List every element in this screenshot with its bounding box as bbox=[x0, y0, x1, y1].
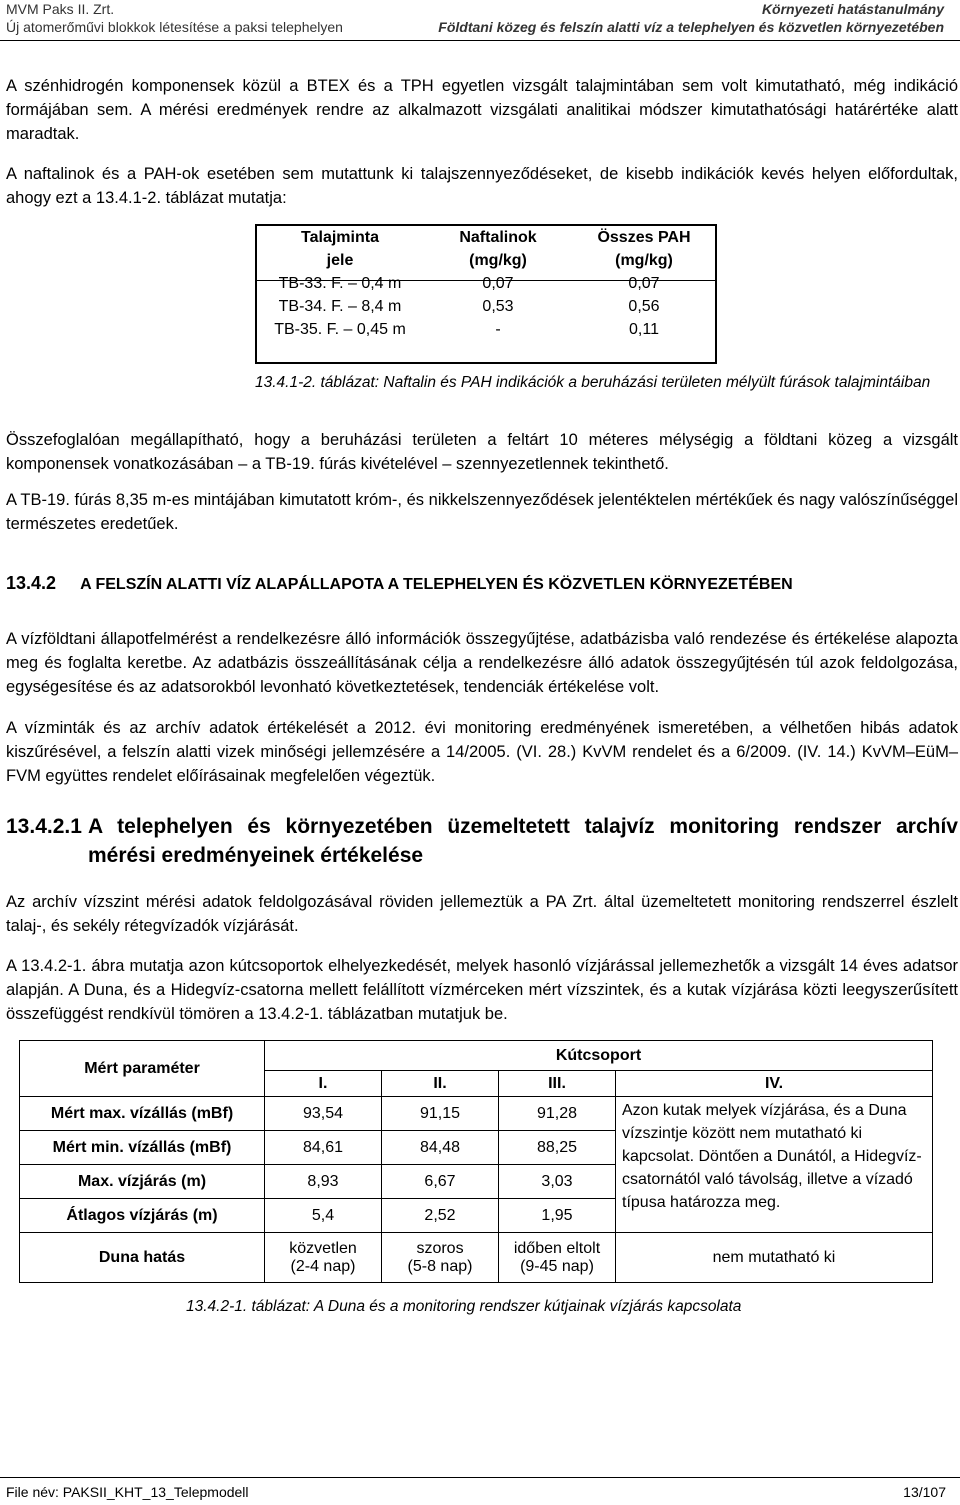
table1-header: Talajminta jele bbox=[301, 229, 379, 269]
paragraph-well-groups: A 13.4.2-1. ábra mutatja azon kútcsoportok elhelyezkedését, melyek hasonló vízjárással jellemezhetők a vizsgált 14 éves adatsor alapján. A Duna, és a Hidegvíz-csatorna mellett felállított vízmérceken mért vízszintek, és a kutak vízjárása közti leegyszerűsített összefüggést rendkívül tömören a 13.4.2-1. táblázatban mutatjuk be. bbox=[6, 957, 958, 1023]
table-cell: 2,52 bbox=[382, 1199, 499, 1233]
table1-header-row bbox=[255, 226, 717, 272]
table2-group-header: Kútcsoport bbox=[265, 1041, 933, 1071]
table-cell: 6,67 bbox=[382, 1165, 499, 1199]
paragraph-tb19: A TB-19. fúrás 8,35 m-es mintájában kimutatott króm-, és nikkelszennyeződések jelentéktelen mértékűek és nagy valószínűséggel természetes eredetűek. bbox=[6, 491, 958, 533]
table2-group4-note: Azon kutak melyek vízjárása, és a Duna vízszintje között nem mutatható ki kapcsolat. Döntően a Dunától, a Hidegvíz-csatornától való távolság, illetve a vízadó típusa határozza meg. bbox=[616, 1097, 933, 1233]
table-cell: Átlagos vízjárás (m) bbox=[20, 1199, 265, 1233]
table-cell: 3,03 bbox=[499, 1165, 616, 1199]
header-project: Új atomerőművi blokkok létesítése a paksi telephelyen bbox=[6, 19, 343, 35]
table-cell: Mért max. vízállás (mBf) bbox=[20, 1097, 265, 1131]
table2-group: III. bbox=[499, 1071, 616, 1097]
table-cell: 0,07 bbox=[628, 275, 660, 292]
header-rule bbox=[0, 40, 960, 41]
table-cell: Max. vízjárás (m) bbox=[20, 1165, 265, 1199]
table-cell: 84,48 bbox=[382, 1131, 499, 1165]
table-cell: 0,56 bbox=[628, 298, 660, 315]
table-cell: 84,61 bbox=[265, 1131, 382, 1165]
paragraph-summary: Összefoglalóan megállapítható, hogy a beruházási területen a feltárt 10 méteres mélységig a földtani közeg a vizsgált komponensek vonatkozásában – a TB-19. fúrás kivételével – szennyezetlennek tekinthető. bbox=[6, 431, 958, 473]
subsection-number: 13.4.2.1 bbox=[6, 815, 82, 838]
table-cell: közvetlen (2-4 nap) bbox=[265, 1233, 382, 1283]
paragraph-hydro-survey: A vízföldtani állapotfelmérést a rendelkezésre álló információk összegyűjtése, adatbázisba való rendezése és értékelése alapozta meg és foglalta keretbe. Az adatbázis összeállításának célja a rendelkezésre álló adatok összegyűjtésén túl azok feldolgozása, egységesítése és az adatsorokból levonható következtetések, tendenciák értékelése volt. bbox=[6, 630, 958, 696]
table-cell: 88,25 bbox=[499, 1131, 616, 1165]
table-cell: 8,93 bbox=[265, 1165, 382, 1199]
subsection-title: A telephelyen és környezetében üzemeltetett talajvíz monitoring rendszer archív mérési eredményeinek értékelése bbox=[88, 815, 958, 867]
table1-caption: 13.4.1-2. táblázat: Naftalin és PAH indikációk a beruházási területen mélyült fúrások talajmintáiban bbox=[255, 374, 931, 391]
table2-group: II. bbox=[382, 1071, 499, 1097]
table1-header: Naftalinok (mg/kg) bbox=[459, 229, 537, 269]
table-cell: TB-33. F. – 0,4 m bbox=[278, 275, 402, 292]
paragraph-archive: Az archív vízszint mérési adatok feldolgozásával röviden jellemeztük a PA Zrt. által üzemeltetett monitoring rendszerrel észlelt talaj-, és sekély rétegvízadók vízjárását. bbox=[6, 893, 958, 935]
table-cell: 93,54 bbox=[265, 1097, 382, 1131]
table-cell: időben eltolt (9-45 nap) bbox=[499, 1233, 616, 1283]
table-cell: TB-34. F. – 8,4 m bbox=[278, 298, 402, 315]
table2-caption: 13.4.2-1. táblázat: A Duna és a monitoring rendszer kútjainak vízjárás kapcsolata bbox=[186, 1298, 742, 1315]
paragraph-samples: A vízminták és az archív adatok értékelését a 2012. évi monitoring eredményének ismeretében, a vélhetően hibás adatok kiszűrésével, a felszín alatti vizek minőségi jellemzésére a 14/2005. (VI. 28.) KvVM rendelet és a 6/2009. (IV. 14.) KvVM–EüM–FVM együttes rendelet előírásainak megfelelően végeztük. bbox=[6, 719, 958, 785]
table1-header: Összes PAH (mg/kg) bbox=[597, 229, 691, 269]
paragraph-naphthalene: A naftalinok és a PAH-ok esetében sem mutattunk ki talajszennyeződéseket, de kisebb indikációk kevés helyen előfordultak, ahogy ezt a 13.4.1-2. táblázat mutatja: bbox=[6, 165, 958, 207]
table-cell: Duna hatás bbox=[20, 1233, 265, 1283]
table-cell: nem mutatható ki bbox=[616, 1233, 933, 1283]
pah-table bbox=[255, 226, 717, 341]
table-cell: 0,11 bbox=[629, 321, 659, 338]
table-cell: Mért min. vízállás (mBf) bbox=[20, 1131, 265, 1165]
table-cell: szoros (5-8 nap) bbox=[382, 1233, 499, 1283]
table-row bbox=[255, 295, 717, 318]
table-cell: 0,07 bbox=[482, 275, 514, 292]
table-cell: 1,95 bbox=[499, 1199, 616, 1233]
table-cell: TB-35. F. – 0,45 m bbox=[274, 321, 406, 338]
table-row bbox=[255, 272, 717, 295]
table2-group: I. bbox=[265, 1071, 382, 1097]
footer-rule bbox=[0, 1477, 960, 1478]
section-number: 13.4.2 bbox=[6, 573, 57, 593]
table-row bbox=[255, 318, 717, 341]
header-org: MVM Paks II. Zrt. bbox=[6, 1, 115, 17]
section-title: A FELSZÍN ALATTI VÍZ ALAPÁLLAPOTA A TELEPHELYEN ÉS KÖZVETLEN KÖRNYEZETÉBEN bbox=[80, 576, 793, 593]
header-doc-type: Környezeti hatástanulmány bbox=[761, 1, 944, 17]
footer-filename: File név: PAKSII_KHT_13_Telepmodell bbox=[6, 1484, 249, 1500]
table-cell: 91,28 bbox=[499, 1097, 616, 1131]
table-row bbox=[20, 1041, 933, 1071]
table-cell: 91,15 bbox=[382, 1097, 499, 1131]
table-cell: 0,53 bbox=[482, 298, 514, 315]
table-cell: 5,4 bbox=[265, 1199, 382, 1233]
paragraph-btex: A szénhidrogén komponensek közül a BTEX és a TPH egyetlen vizsgált talajmintában sem volt kimutatható, még indikáció formájában sem. A mérési eredmények rendre az alkalmazott vizsgálati analitikai módszer kimutathatósági határértéke alatt maradtak. bbox=[6, 77, 958, 143]
table-row bbox=[20, 1233, 933, 1283]
well-group-table bbox=[19, 1040, 933, 1283]
table2-group: IV. bbox=[616, 1071, 933, 1097]
table-cell: - bbox=[495, 321, 501, 338]
header-chapter: Földtani közeg és felszín alatti víz a telephelyen és közvetlen környezetében bbox=[438, 19, 944, 35]
header-left bbox=[6, 0, 343, 36]
footer-page-number: 13/107 bbox=[903, 1484, 946, 1500]
header-right bbox=[438, 0, 944, 36]
section-heading bbox=[6, 573, 793, 594]
table-row bbox=[20, 1097, 933, 1131]
subsection-heading bbox=[6, 812, 958, 870]
table2-param-header: Mért paraméter bbox=[20, 1041, 265, 1097]
